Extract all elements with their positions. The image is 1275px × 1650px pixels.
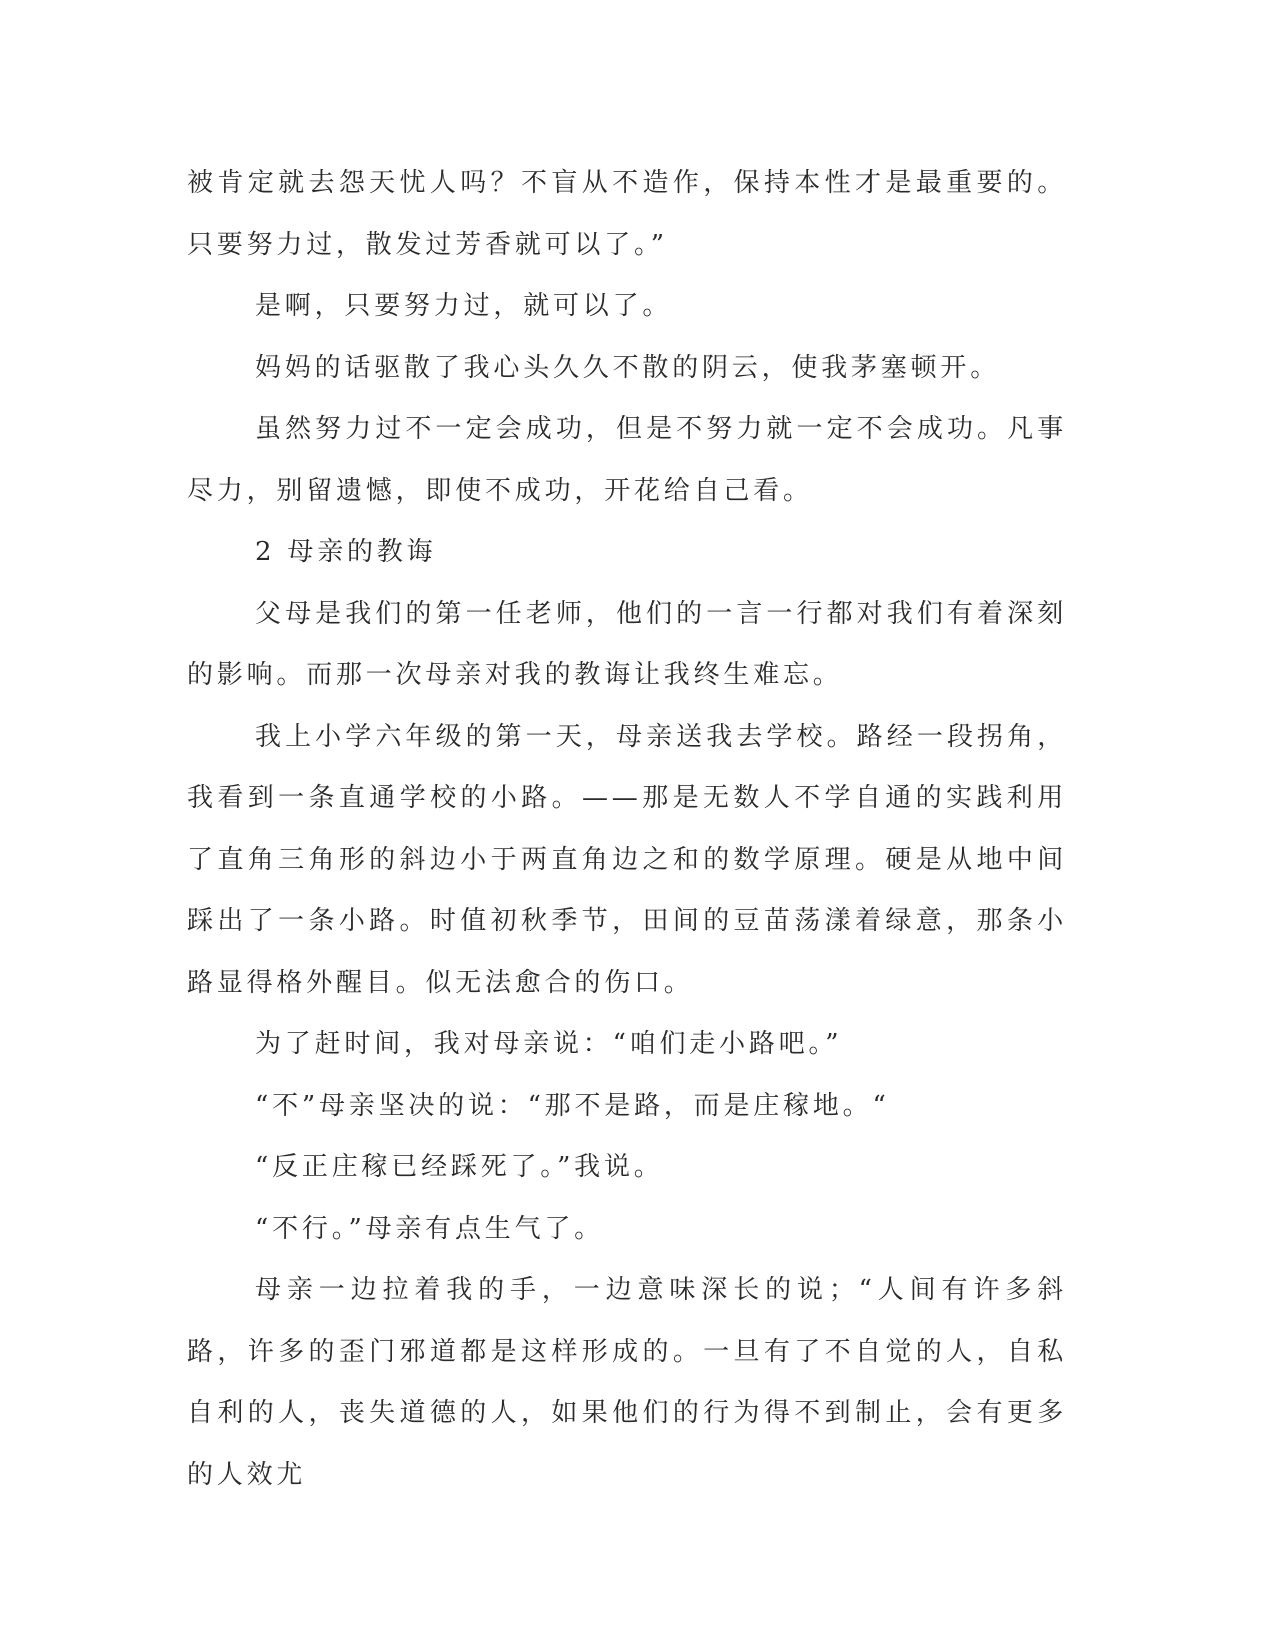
paragraph: 是啊，只要努力过，就可以了。	[255, 291, 673, 321]
document-body	[187, 153, 1067, 1506]
paragraph: 虽然努力过不一定会成功，但是不努力就一定不会成功。凡事尽力，别留遗憾，即使不成功，开花给自己看。	[187, 414, 1067, 506]
paragraph: 母亲一边拉着我的手，一边意味深长的说；“人间有许多斜路，许多的歪门邪道都是这样形成的。一旦有了不自觉的人，自私自利的人，丧失道德的人，如果他们的行为得不到制止，会有更多的人效尤	[187, 1275, 1067, 1490]
paragraph: 为了赶时间，我对母亲说：“咱们走小路吧。”	[255, 1029, 843, 1059]
section-heading: 2 母亲的教诲	[255, 537, 437, 567]
paragraph: “不行。”母亲有点生气了。	[255, 1213, 604, 1244]
paragraph: 我上小学六年级的第一天，母亲送我去学校。路经一段拐角，我看到一条直通学校的小路。——那是无数人不学自通的实践利用了直角三角形的斜边小于两直角边之和的数学原理。硬是从地中间踩出了一条小路。时值初秋季节，田间的豆苗荡漾着绿意，那条小路显得格外醒目。似无法愈合的伤口。	[187, 721, 1067, 998]
paragraph: 妈妈的话驱散了我心头久久不散的阴云，使我茅塞顿开。	[255, 352, 1001, 383]
paragraph: 被肯定就去怨天忧人吗？不盲从不造作，保持本性才是最重要的。只要努力过，散发过芳香就可以了。”	[187, 168, 1067, 260]
paragraph: “不”母亲坚决的说：“那不是路，而是庄稼地。“	[255, 1090, 890, 1121]
paragraph: 父母是我们的第一任老师，他们的一言一行都对我们有着深刻的影响。而那一次母亲对我的教诲让我终生难忘。	[187, 598, 1067, 690]
paragraph: “反正庄稼已经踩死了。”我说。	[255, 1152, 664, 1182]
